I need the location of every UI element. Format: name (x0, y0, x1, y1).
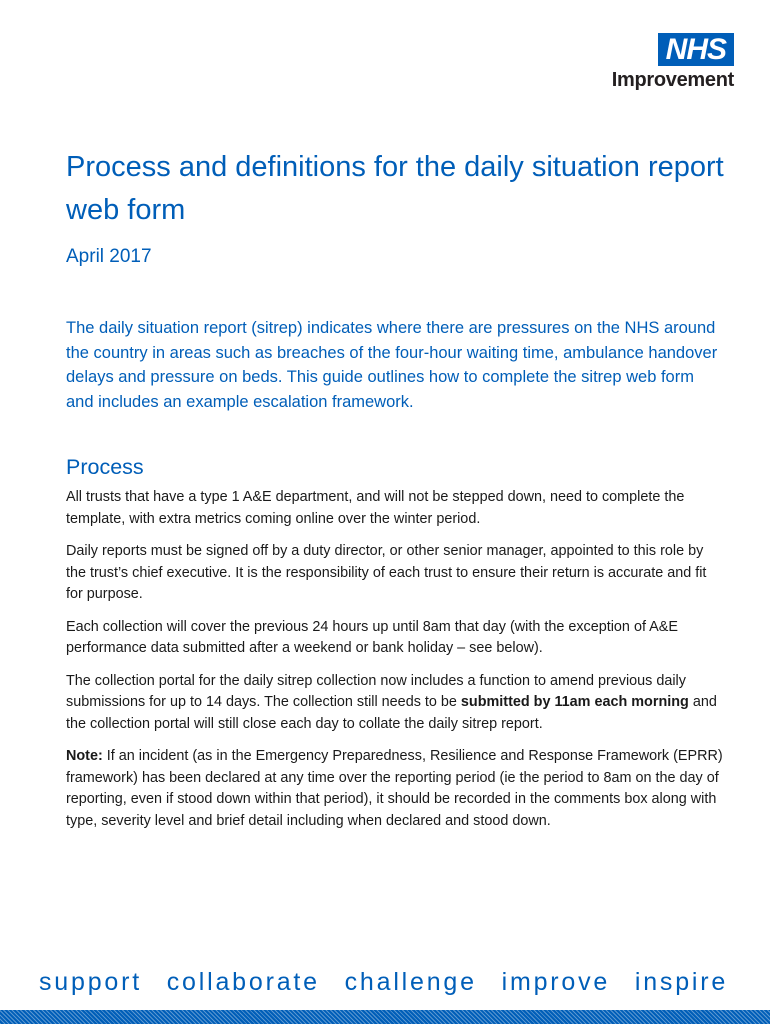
note-paragraph (66, 746, 726, 832)
footer-word: improve (501, 968, 611, 996)
paragraph-2: Daily reports must be signed off by a duty director, or other senior manager, appointed to this role by the trust’s chief executive. It is the responsibility of each trust to ensure their return is accurate and fit for purpose. (66, 543, 707, 602)
paragraph-4 (66, 671, 726, 736)
document-date: April 2017 (66, 246, 152, 267)
footer-values (39, 968, 739, 997)
paragraph-3: Each collection will cover the previous 24 hours up until 8am that day (with the exception of A&E performance data submitted after a weekend or bank holiday – see below). (66, 618, 678, 656)
intro-paragraph: The daily situation report (sitrep) indicates where there are pressures on the NHS around the country in areas such as breaches of the four-hour waiting time, ambulance handover delays and pressure on beds. This guide outlines how to complete the sitrep web form and includes an example escalation framework. (66, 319, 718, 411)
note-label: Note: (66, 748, 103, 764)
paragraph-4-text-a: The collection portal for the daily sitrep collection now includes a function to amend previous daily submissions for up to 14 days. The collection still needs to be (66, 672, 686, 710)
footer-word: collaborate (166, 968, 320, 996)
nhs-improvement-logo (612, 33, 734, 92)
paragraph-1: All trusts that have a type 1 A&E department, and will not be stepped down, need to complete the template, with extra metrics coming online over the winter period. (66, 489, 685, 527)
process-body (66, 487, 726, 843)
paragraph-4-text-b: and the collection portal will still close each day to collate the daily sitrep report. (66, 694, 717, 732)
footer-word: challenge (344, 968, 477, 996)
footer-bar (0, 1010, 770, 1024)
footer-word: support (39, 968, 142, 996)
footer-word: inspire (634, 968, 729, 996)
nhs-logo-box: NHS (658, 33, 734, 66)
logo-subtitle: Improvement (611, 69, 734, 91)
note-text: If an incident (as in the Emergency Preparedness, Resilience and Response Framework (EPRR) framework) has been declared at any time over the reporting period (ie the period to 8am on the day of reporting, even if stood down within that period), it should be recorded in the comments box along with type, severity level and brief detail including when declared and stood down. (66, 748, 723, 829)
paragraph-4-deadline: submitted by 11am each morning (460, 694, 689, 710)
document-title: Process and definitions for the daily situation report web form (66, 151, 724, 226)
section-heading-process: Process (66, 455, 144, 479)
